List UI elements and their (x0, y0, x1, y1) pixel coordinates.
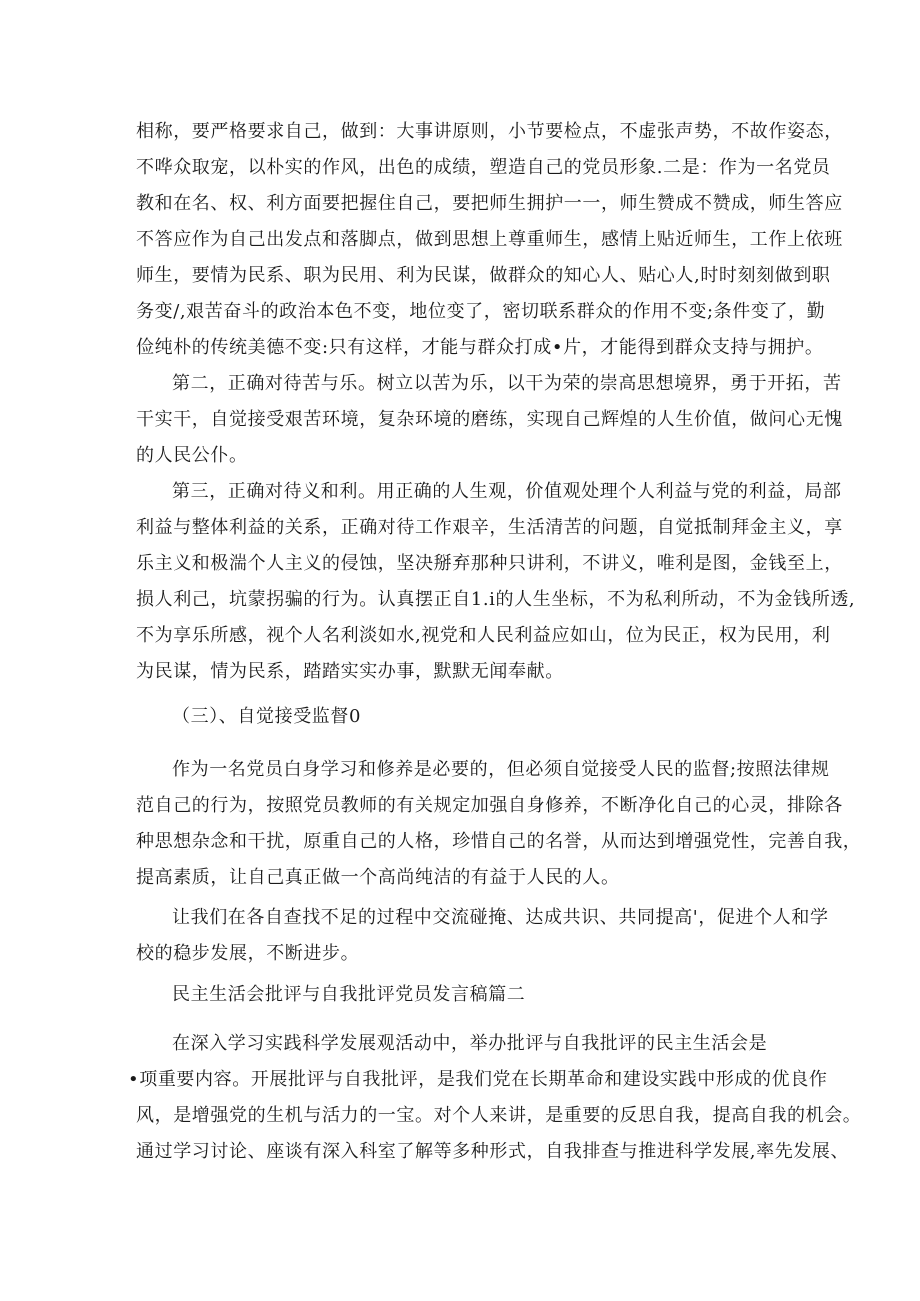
text-line: 相称，要严格要求自己，做到：大事讲原则，小节要检点，不虚张声势，不故作姿态， (136, 121, 843, 142)
text-line: 种思想杂念和干扰，原重自己的人格，珍惜自己的名誉，从而达到增强党性，完善自我， (136, 831, 862, 852)
text-line: 作为一名党员白身学习和修养是必要的，但必须自觉接受人民的监督;按照法律规 (172, 759, 830, 780)
text-line: 范自己的行为，按照党员教师的有关规定加强自身修养，不断净化自己的心灵，排除各 (136, 795, 843, 816)
text-line: 风，是增强党的生机与活力的一宝。对个人来讲，是重要的反思自我，提高自我的机会。 (136, 1105, 862, 1126)
text-line: 让我们在各自查找不足的过程中交流碰掩、达成共识、共同提高'，促进个人和学 (172, 907, 829, 928)
text-line: 在深入学习实践科学发展观活动中，举办批评与自我批评的民主生活会是 (172, 1033, 768, 1054)
text-line: 校的稳步发展，不断进步。 (136, 943, 360, 964)
text-line: 俭纯朴的传统美德不变:只有这样，才能与群众打成•片，才能得到群众支持与拥护。 (136, 337, 824, 358)
text-line: 为民谋，情为民系，踏踏实实办事，默默无闻奉献。 (136, 661, 564, 682)
text-line: 不哗众取宠，以朴实的作风，出色的成绩，塑造自己的党员形象.二是：作为一名党员 (136, 157, 831, 178)
text-line: 的人民公仆。 (136, 445, 248, 466)
text-line: 务变/,艰苦奋斗的政治本色不变，地位变了，密切联系群众的作用不变;条件变了，勤 (136, 301, 826, 322)
text-line: 不答应作为自己出发点和落脚点，做到思想上尊重师生，感情上贴近师生，工作上依班 (136, 229, 843, 250)
text-line: 干实干，自觉接受艰苦环境，复杂环境的磨练，实现自己辉煌的人生价值，做问心无愧 (136, 409, 843, 430)
text-line: 提高素质，让自己真正做一个高尚纯洁的有益于人民的人。 (136, 867, 620, 888)
text-line: 损人利己，坑蒙拐骗的行为。认真摆正自1.i的人生坐标，不为私利所动，不为金钱所透, (136, 589, 856, 610)
text-line: 师生，要情为民系、职为民用、利为民谋，做群众的知心人、贴心人,时时刻刻做到职 (136, 265, 831, 286)
text-line: •项重要内容。开展批评与自我批评，是我们党在长期革命和建设实践中形成的优良作 (128, 1069, 828, 1090)
text-line: 教和在名、权、利方面要把握住自己，要把师生拥护一一，师生赞成不赞成，师生答应 (136, 193, 843, 214)
text-line: 通过学习讨论、座谈有深入科室了解等多种形式，自我排查与推进科学发展,率先发展、 (136, 1141, 850, 1162)
text-line: 乐主义和极湍个人主义的侵蚀，坚决掰弃那种只讲利，不讲义，唯利是图，金钱至上， (136, 553, 843, 574)
section-heading: （三）、自觉接受监督0 (172, 706, 362, 727)
text-line: 不为享乐所感，视个人名利淡如水,视党和人民利益应如山，位为民正，权为民用，利 (136, 625, 831, 646)
document-subtitle: 民主生活会批评与自我批评党员发言稿篇二 (172, 984, 526, 1005)
text-line: 第三，正确对待义和利。用正确的人生观，价值观处理个人利益与党的利益，局部 (172, 481, 842, 502)
text-line: 利益与整体利益的关系，正确对待工作艰辛，生活清苦的问题，自觉抵制拜金主义，享 (136, 517, 843, 538)
text-line: 第二，正确对待苦与乐。树立以苦为乐，以干为荣的崇高思想境界，勇于开拓，苦 (172, 373, 842, 394)
